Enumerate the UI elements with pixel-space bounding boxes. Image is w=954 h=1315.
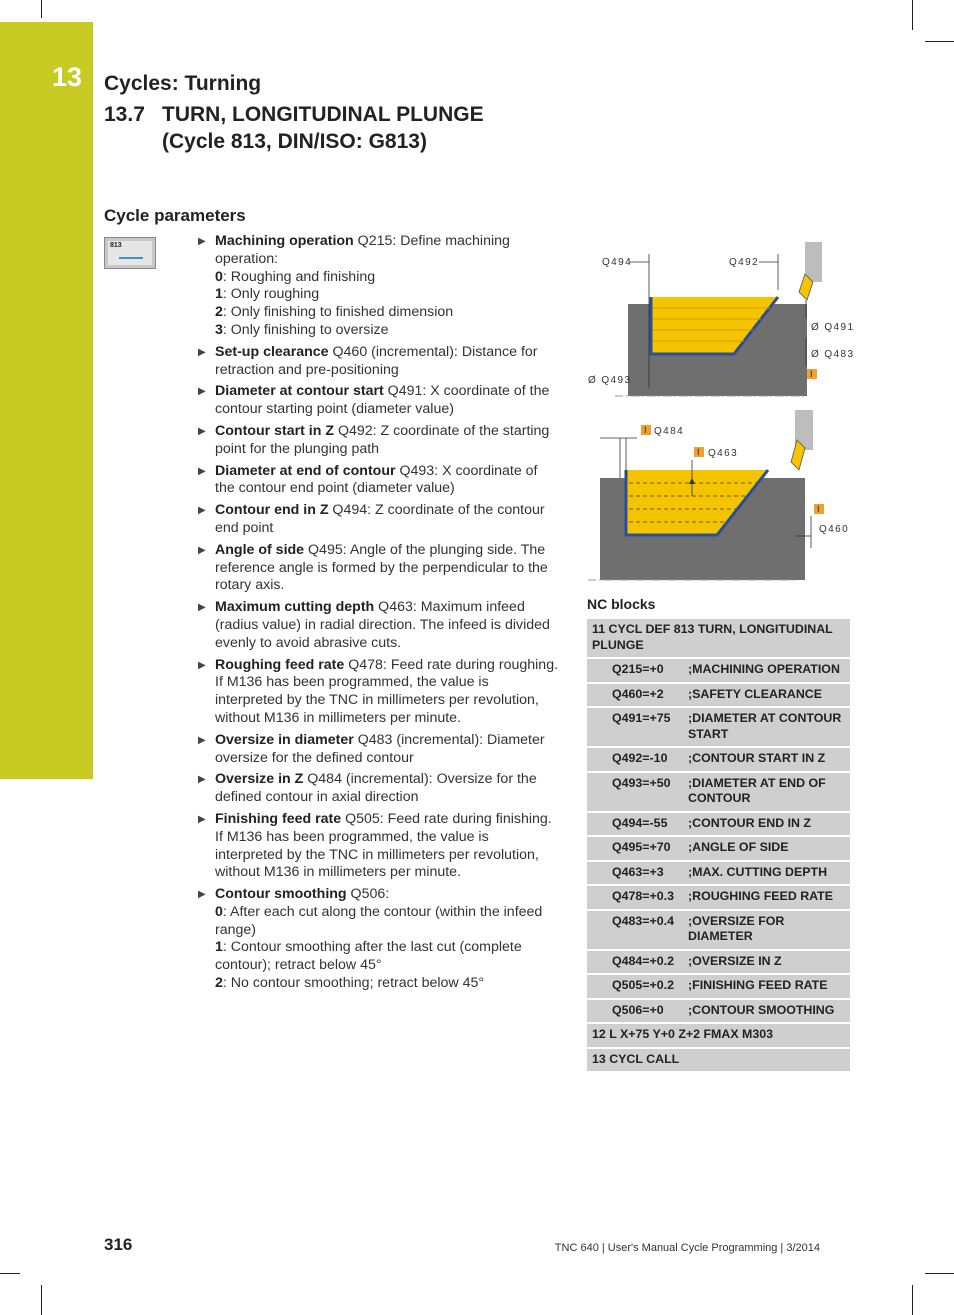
nc-comment: ;MACHINING OPERATION bbox=[686, 658, 850, 683]
label-q492: Q492 bbox=[729, 257, 760, 268]
parameter-description: Q492: Z coordinate of the starting point for the plunging path bbox=[215, 422, 550, 457]
nc-row bbox=[587, 885, 850, 910]
softkey-label: 813 bbox=[110, 242, 122, 249]
nc-comment: ;CONTOUR END IN Z bbox=[686, 812, 850, 837]
nc-parameter: Q493=+50 bbox=[587, 772, 686, 812]
label-q463: Q463 bbox=[708, 448, 739, 459]
nc-parameter: Q492=-10 bbox=[587, 747, 686, 772]
parameter-item bbox=[198, 542, 560, 595]
nc-row bbox=[587, 707, 850, 747]
crop-mark bbox=[0, 1273, 20, 1274]
nc-row bbox=[587, 950, 850, 975]
nc-parameter: Q483=+0.4 bbox=[587, 910, 686, 950]
nc-comment: ;OVERSIZE FOR DIAMETER bbox=[686, 910, 850, 950]
nc-parameter: Q506=+0 bbox=[587, 999, 686, 1024]
marker: I bbox=[644, 425, 647, 435]
label-q491: Ø Q491 bbox=[811, 322, 855, 333]
cycle-parameters-heading: Cycle parameters bbox=[104, 206, 246, 225]
parameter-name: Oversize in diameter bbox=[215, 731, 354, 748]
parameter-description: Q460 (incremental): Distance for retraction and pre-positioning bbox=[215, 343, 538, 378]
nc-comment: ;DIAMETER AT END OF CONTOUR bbox=[686, 772, 850, 812]
option-key: 3 bbox=[215, 321, 223, 338]
label-q460: Q460 bbox=[819, 524, 850, 535]
bullet-arrow-icon: ▶ bbox=[198, 659, 206, 671]
nc-comment: ;OVERSIZE IN Z bbox=[686, 950, 850, 975]
chapter-title: Cycles: Turning bbox=[104, 72, 262, 95]
parameter-name: Maximum cutting depth bbox=[215, 599, 375, 616]
section-subtitle: (Cycle 813, DIN/ISO: G813) bbox=[162, 130, 427, 153]
nc-comment: ;ROUGHING FEED RATE bbox=[686, 885, 850, 910]
nc-line: 12 L X+75 Y+0 Z+2 FMAX M303 bbox=[587, 1023, 850, 1048]
parameter-list bbox=[198, 233, 560, 997]
parameter-description: Q483 (incremental): Diameter oversize for the defined contour bbox=[215, 731, 545, 766]
crop-mark bbox=[41, 1285, 42, 1315]
parameter-description: Q463: Maximum infeed (radius value) in radial direction. The infeed is divided evenly to avoid abrasive cuts. bbox=[215, 599, 550, 651]
parameter-name: Set-up clearance bbox=[215, 343, 329, 360]
label-q484: Q484 bbox=[654, 426, 685, 437]
parameter-item bbox=[198, 732, 560, 768]
bullet-arrow-icon: ▶ bbox=[198, 734, 206, 746]
bullet-arrow-icon: ▶ bbox=[198, 602, 206, 614]
nc-row bbox=[587, 658, 850, 683]
option-key: 1 bbox=[215, 286, 223, 303]
nc-comment: ;MAX. CUTTING DEPTH bbox=[686, 861, 850, 886]
crop-mark bbox=[912, 0, 913, 30]
parameter-description: Q494: Z coordinate of the contour end point bbox=[215, 502, 545, 536]
chapter-tab bbox=[0, 22, 93, 779]
parameter-option bbox=[215, 904, 560, 940]
parameter-name: Machining operation bbox=[215, 233, 354, 249]
nc-line: 13 CYCL CALL bbox=[587, 1048, 850, 1073]
parameter-item bbox=[198, 423, 560, 459]
nc-parameter: Q463=+3 bbox=[587, 861, 686, 886]
bullet-arrow-icon: ▶ bbox=[198, 465, 206, 477]
parameter-name: Contour start in Z bbox=[215, 422, 335, 439]
parameter-name: Oversize in Z bbox=[215, 771, 304, 788]
bullet-arrow-icon: ▶ bbox=[198, 889, 206, 901]
section-number: 13.7 bbox=[104, 103, 145, 126]
parameter-item bbox=[198, 344, 560, 380]
nc-parameter: Q495=+70 bbox=[587, 836, 686, 861]
parameter-name: Roughing feed rate bbox=[215, 656, 345, 673]
nc-parameter: Q494=-55 bbox=[587, 812, 686, 837]
parameter-option bbox=[215, 322, 560, 340]
marker: I bbox=[817, 504, 820, 514]
marker: I bbox=[697, 447, 700, 457]
bullet-arrow-icon: ▶ bbox=[198, 236, 206, 247]
nc-row bbox=[587, 1048, 850, 1073]
crop-mark bbox=[912, 1285, 913, 1315]
page-number: 316 bbox=[104, 1235, 133, 1254]
parameter-item bbox=[198, 463, 560, 499]
parameter-description: Q506: bbox=[346, 886, 390, 903]
nc-parameter: Q215=+0 bbox=[587, 658, 686, 683]
label-q494: Q494 bbox=[602, 257, 633, 268]
bullet-arrow-icon: ▶ bbox=[198, 774, 206, 786]
parameter-description: Q493: X coordinate of the contour end point (diameter value) bbox=[215, 462, 538, 497]
nc-row bbox=[587, 999, 850, 1024]
parameter-name: Finishing feed rate bbox=[215, 810, 342, 827]
parameter-description: Q484 (incremental): Oversize for the defined contour in axial direction bbox=[215, 771, 537, 806]
parameter-name: Diameter at end of contour bbox=[215, 462, 396, 479]
bullet-arrow-icon: ▶ bbox=[198, 346, 206, 358]
option-text: : Only finishing to finished dimension bbox=[222, 304, 454, 321]
parameter-description: Q215: Define machining operation: bbox=[215, 233, 510, 267]
crop-mark bbox=[925, 1273, 954, 1274]
parameter-name: Contour end in Z bbox=[215, 502, 329, 519]
parameter-name: Diameter at contour start bbox=[215, 383, 384, 400]
parameter-description: Q495: Angle of the plunging side. The reference angle is formed by the perpendicular to the rotary axis. bbox=[215, 541, 548, 594]
option-key: 0 bbox=[215, 268, 223, 285]
option-text: : Roughing and finishing bbox=[222, 268, 376, 285]
parameter-item bbox=[198, 811, 560, 882]
parameter-item bbox=[198, 233, 560, 340]
option-key: 0 bbox=[215, 903, 223, 920]
bullet-arrow-icon: ▶ bbox=[198, 425, 206, 437]
bullet-arrow-icon: ▶ bbox=[198, 544, 206, 556]
nc-comment: ;ANGLE OF SIDE bbox=[686, 836, 850, 861]
parameter-option bbox=[215, 939, 560, 975]
bullet-arrow-icon: ▶ bbox=[198, 813, 206, 825]
parameter-item bbox=[198, 383, 560, 419]
nc-row bbox=[587, 812, 850, 837]
parameter-name: Angle of side bbox=[215, 541, 305, 558]
nc-row bbox=[587, 772, 850, 812]
nc-line: 11 CYCL DEF 813 TURN, LONGITUDINAL PLUNGE bbox=[587, 619, 850, 658]
nc-comment: ;CONTOUR SMOOTHING bbox=[686, 999, 850, 1024]
parameter-description: Q505: Feed rate during finishing. If M136 has been programmed, the value is interpreted by the TNC in millimeters per revolution, without M136 in millimeters per minute. bbox=[215, 810, 552, 881]
nc-parameter: Q484=+0.2 bbox=[587, 950, 686, 975]
nc-comment: ;DIAMETER AT CONTOUR START bbox=[686, 707, 850, 747]
nc-parameter: Q478=+0.3 bbox=[587, 885, 686, 910]
parameter-option bbox=[215, 269, 560, 287]
nc-row bbox=[587, 747, 850, 772]
parameter-item bbox=[198, 502, 560, 538]
option-key: 1 bbox=[215, 939, 223, 956]
parameter-item bbox=[198, 886, 560, 993]
nc-row bbox=[587, 836, 850, 861]
nc-row bbox=[587, 861, 850, 886]
label-q493: Ø Q493 bbox=[588, 375, 632, 386]
chapter-number: 13 bbox=[52, 62, 83, 92]
marker: I bbox=[810, 369, 813, 379]
parameter-option bbox=[215, 975, 560, 993]
crop-mark bbox=[925, 41, 954, 42]
nc-parameter: Q460=+2 bbox=[587, 683, 686, 708]
nc-blocks-table bbox=[587, 619, 850, 1073]
nc-comment: ;FINISHING FEED RATE bbox=[686, 974, 850, 999]
nc-parameter: Q505=+0.2 bbox=[587, 974, 686, 999]
parameter-description: Q478: Feed rate during roughing. If M136 has been programmed, the value is interpreted by the TNC in millimeters per revolution, without M136 in millimeters per minute. bbox=[215, 656, 559, 726]
bullet-arrow-icon: ▶ bbox=[198, 505, 206, 517]
cycle-diagram bbox=[585, 238, 855, 588]
parameter-description: Q491: X coordinate of the contour starting point (diameter value) bbox=[215, 383, 550, 418]
nc-row bbox=[587, 683, 850, 708]
footer-text: TNC 640 | User's Manual Cycle Programming | 3/2014 bbox=[554, 1242, 820, 1254]
option-text: : Only finishing to oversize bbox=[222, 321, 389, 338]
bullet-arrow-icon: ▶ bbox=[198, 386, 206, 398]
nc-comment: ;SAFETY CLEARANCE bbox=[686, 683, 850, 708]
option-text: : No contour smoothing; retract below 45° bbox=[222, 975, 485, 992]
parameter-option bbox=[215, 286, 560, 304]
option-text: : Contour smoothing after the last cut (complete contour); retract below 45° bbox=[215, 939, 522, 974]
parameter-item bbox=[198, 657, 560, 728]
parameter-item bbox=[198, 771, 560, 807]
nc-parameter: Q491=+75 bbox=[587, 707, 686, 747]
parameter-item bbox=[198, 599, 560, 652]
option-key: 2 bbox=[215, 304, 223, 321]
nc-comment: ;CONTOUR START IN Z bbox=[686, 747, 850, 772]
nc-row bbox=[587, 910, 850, 950]
crop-mark bbox=[41, 0, 42, 18]
option-key: 2 bbox=[215, 975, 223, 992]
parameter-option bbox=[215, 304, 560, 322]
label-q483: Ø Q483 bbox=[811, 349, 855, 360]
option-text: : After each cut along the contour (within the infeed range) bbox=[215, 903, 543, 938]
option-text: : Only roughing bbox=[222, 286, 320, 303]
parameter-name: Contour smoothing bbox=[215, 886, 347, 903]
nc-row bbox=[587, 1023, 850, 1048]
nc-blocks-heading: NC blocks bbox=[587, 596, 656, 612]
section-title: TURN, LONGITUDINAL PLUNGE bbox=[162, 103, 484, 126]
cycle-softkey-icon bbox=[104, 237, 156, 269]
nc-row bbox=[587, 619, 850, 658]
nc-row bbox=[587, 974, 850, 999]
